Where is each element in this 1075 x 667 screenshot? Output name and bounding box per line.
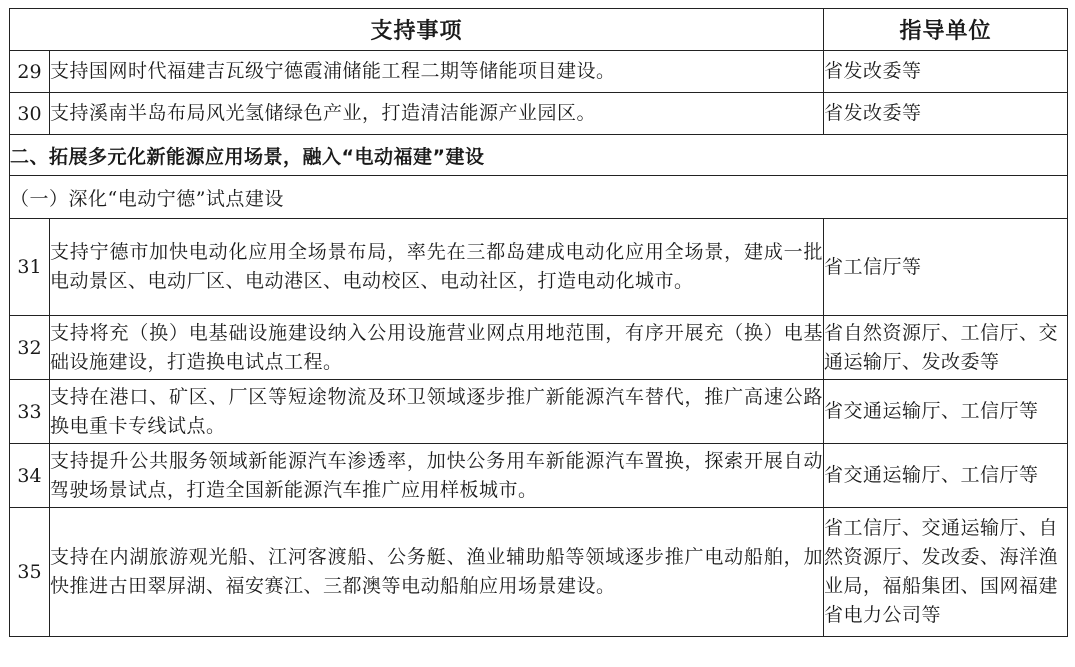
row-number: 30 — [10, 93, 50, 135]
policy-table — [9, 8, 1068, 637]
row-item: 支持在内湖旅游观光船、江河客渡船、公务艇、渔业辅助船等领域逐步推广电动船舶，加快推进古田翠屏湖、福安赛江、三都澳等电动船舶应用场景建设。 — [50, 508, 824, 637]
section-row — [10, 135, 1068, 176]
table-row — [10, 380, 1068, 444]
row-number: 34 — [10, 444, 50, 508]
header-support-items: 支持事项 — [10, 9, 824, 51]
table-header-row — [10, 9, 1068, 51]
subsection-heading: （一）深化“电动宁德”试点建设 — [10, 176, 1068, 219]
row-unit: 省交通运输厅、工信厅等 — [824, 444, 1068, 508]
row-unit: 省工信厅、交通运输厅、自然资源厅、发改委、海洋渔业局，福船集团、国网福建省电力公司等 — [824, 508, 1068, 637]
row-item: 支持将充（换）电基础设施建设纳入公用设施营业网点用地范围，有序开展充（换）电基础设施建设，打造换电试点工程。 — [50, 316, 824, 380]
row-unit: 省工信厅等 — [824, 219, 1068, 316]
table-row — [10, 93, 1068, 135]
row-item: 支持溪南半岛布局风光氢储绿色产业，打造清洁能源产业园区。 — [50, 93, 824, 135]
row-item: 支持提升公共服务领域新能源汽车渗透率，加快公务用车新能源汽车置换，探索开展自动驾驶场景试点，打造全国新能源汽车推广应用样板城市。 — [50, 444, 824, 508]
table-row — [10, 508, 1068, 637]
row-number: 29 — [10, 51, 50, 93]
row-unit: 省自然资源厅、工信厅、交通运输厅、发改委等 — [824, 316, 1068, 380]
row-number: 32 — [10, 316, 50, 380]
table-row — [10, 219, 1068, 316]
row-item: 支持在港口、矿区、厂区等短途物流及环卫领域逐步推广新能源汽车替代，推广高速公路换电重卡专线试点。 — [50, 380, 824, 444]
subsection-row — [10, 176, 1068, 219]
row-item: 支持宁德市加快电动化应用全场景布局，率先在三都岛建成电动化应用全场景，建成一批电动景区、电动厂区、电动港区、电动校区、电动社区，打造电动化城市。 — [50, 219, 824, 316]
row-number: 31 — [10, 219, 50, 316]
row-number: 35 — [10, 508, 50, 637]
section-heading: 二、拓展多元化新能源应用场景，融入“电动福建”建设 — [10, 135, 1068, 176]
table-row — [10, 51, 1068, 93]
row-unit: 省交通运输厅、工信厅等 — [824, 380, 1068, 444]
row-number: 33 — [10, 380, 50, 444]
table-row — [10, 316, 1068, 380]
table-row — [10, 444, 1068, 508]
header-guiding-unit: 指导单位 — [824, 9, 1068, 51]
row-item: 支持国网时代福建吉瓦级宁德霞浦储能工程二期等储能项目建设。 — [50, 51, 824, 93]
row-unit: 省发改委等 — [824, 93, 1068, 135]
row-unit: 省发改委等 — [824, 51, 1068, 93]
